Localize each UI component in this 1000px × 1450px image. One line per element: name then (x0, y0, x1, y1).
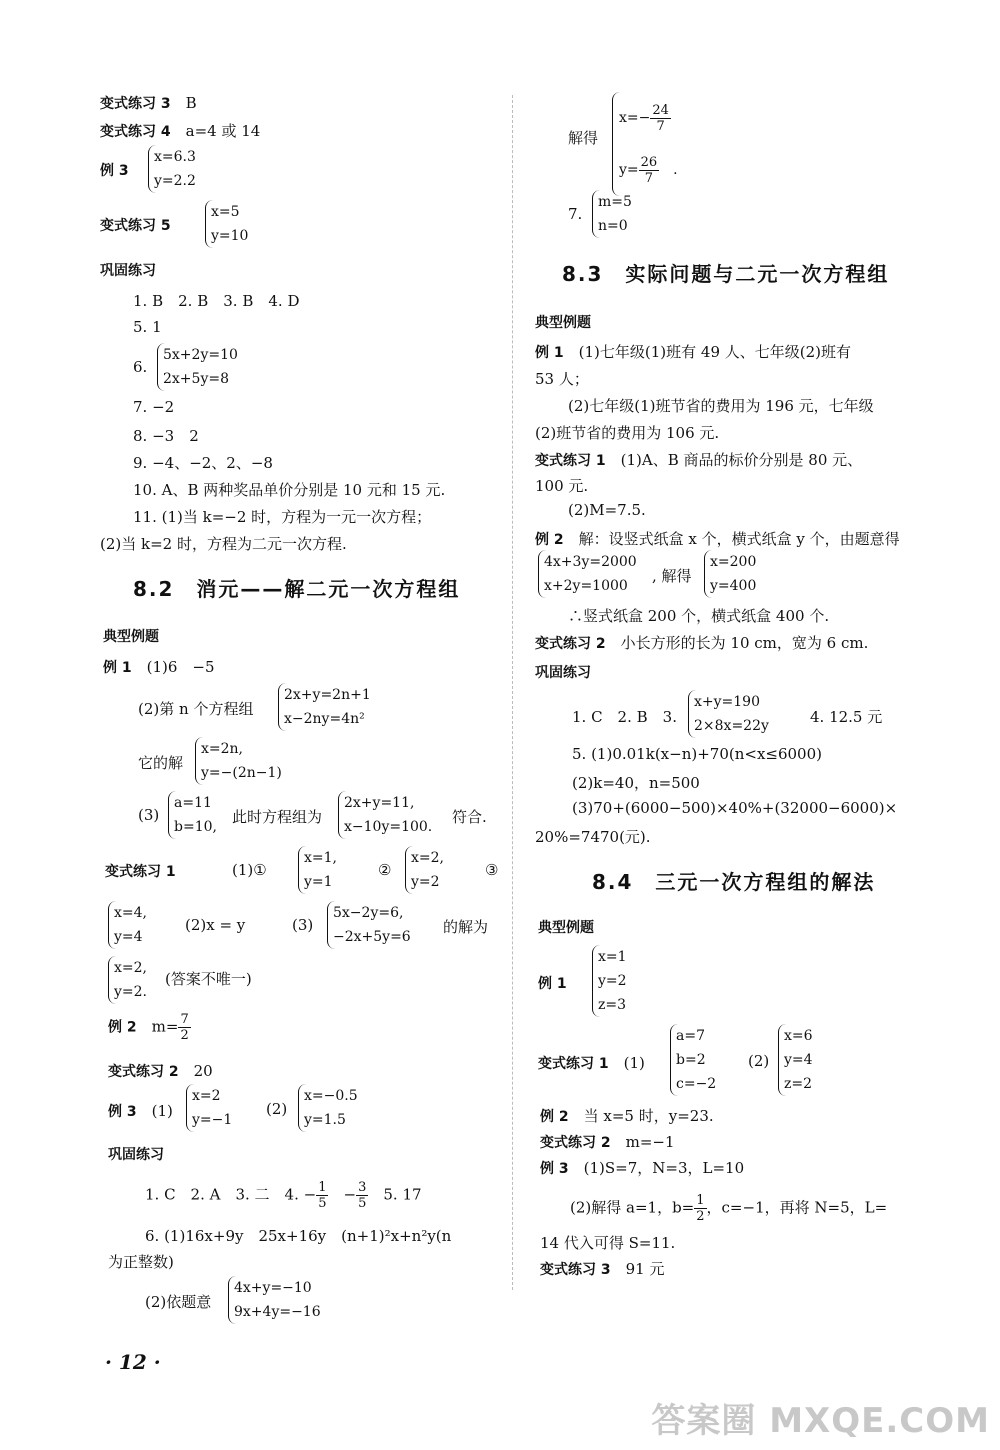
consolidate-2-6c: (2)依题意 (145, 1293, 212, 1311)
consolidate-2-row1: 1. C 2. A 3. 二 4. − $\frac{1}{5}$ − $\frac{3}{5}$ 5. 17 (145, 1180, 422, 1211)
variant-5-system: x=5 y=10 (205, 200, 248, 248)
practice-1-note: (答案不唯一) (165, 970, 252, 988)
r-w-variant-1-system-1: a=7 b=2 c=−2 (670, 1024, 716, 1096)
example-1-part-3-ab-system: a=11 b=10, (168, 791, 217, 839)
example-3-label: 例 3 (100, 163, 129, 179)
r-variant-2: 变式练习 2 小长方形的长为 10 cm，宽为 6 cm. (535, 634, 869, 652)
example-3-label-2: 例 3 (1) (108, 1102, 173, 1120)
section-8-4-title: 8.4 三元一次方程组的解法 (592, 870, 876, 894)
r-consolidate-4: 4. 12.5 元 (810, 708, 883, 726)
practice-1-system-1: x=1, y=1 (298, 846, 337, 894)
typical-examples-heading: 典型例题 (103, 629, 159, 645)
practice-1-circle-3: ③ (485, 861, 499, 879)
consolidate-2-6-system: 4x+y=−10 9x+4y=−16 (228, 1276, 321, 1324)
r-consolidate-heading: 巩固练习 (535, 665, 591, 681)
example-3-system-1: x=2 y=−1 (186, 1084, 232, 1132)
practice-1-part3-end: 的解为 (443, 918, 489, 936)
practice-1-system-4: 5x−2y=6, −2x+5y=6 (327, 901, 411, 949)
r-example-1-c: (2)七年级(1)班节省的费用为 196 元，七年级 (568, 397, 874, 415)
example-1-part-3-system: 2x+y=11, x−10y=100. (338, 791, 432, 839)
typical-examples-heading-3: 典型例题 (538, 920, 594, 936)
example-3-system: x=6.3 y=2.2 (148, 145, 196, 193)
variant-4: 变式练习 4 a=4 或 14 (100, 122, 261, 140)
r-consolidate-5b: (2)k=40，n=500 (572, 774, 700, 792)
r-example-2-b: ∴竖式纸盒 200 个，横式纸盒 400 个. (568, 607, 830, 625)
practice-1-part1: (1)① (232, 861, 267, 879)
r-w-variant-1-system-2: x=6 y=4 z=2 (778, 1024, 813, 1096)
r-w-variant-3: 变式练习 3 91 元 (540, 1260, 665, 1278)
practice-1-system-5: x=2, y=2. (108, 956, 147, 1004)
consolidate-5: 5. 1 (133, 318, 162, 336)
consolidate-11a: 11. (1)当 k=−2 时，方程为一元一次方程； (133, 508, 432, 526)
page-number: · 12 · (105, 1350, 161, 1374)
r-consolidate-5a: 5. (1)0.01k(x−n)+70(n<x≤6000) (572, 745, 822, 763)
r-example-2-system-1: 4x+3y=2000 x+2y=1000 (538, 550, 637, 598)
consolidate-7: 7. −2 (133, 398, 175, 416)
r-f-example-2: 例 2 当 x=5 时，y=23. (540, 1107, 714, 1125)
r-example-1-b: 53 人； (535, 370, 589, 388)
r-consolidate-1-3: 1. C 2. B 3. (572, 708, 677, 726)
question-7-system: m=5 n=0 (592, 190, 632, 238)
section-8-3-title: 8.3 实际问题与二元一次方程组 (562, 262, 890, 286)
consolidate-6-label: 6. (133, 358, 148, 376)
r-example-1-d: (2)班节省的费用为 106 元. (535, 424, 720, 442)
consolidate-heading-2: 巩固练习 (108, 1147, 164, 1163)
r-variant-1-a: 变式练习 1 (1)A、B 商品的标价分别是 80 元、 (535, 451, 863, 469)
r-example-2-system-2: x=200 y=400 (704, 550, 756, 598)
consolidate-1-4: 1. B 2. B 3. B 4. D (133, 292, 300, 310)
typical-examples-heading-2: 典型例题 (535, 315, 591, 331)
question-7-label: 7. (568, 205, 583, 223)
practice-1-part3-label: (3) (292, 916, 314, 934)
variant-5-label: 变式练习 5 (100, 218, 171, 234)
example-1-part-2-system: 2x+y=2n+1 x−2ny=4n² (278, 683, 371, 731)
practice-1-label: 变式练习 1 (105, 864, 176, 880)
variant-3: 变式练习 3 B (100, 94, 197, 112)
solution-fraction-system: x=− $\frac{24}{7}$ y= $\frac{26}{7}$ . (612, 92, 678, 196)
consolidate-11b: (2)当 k=2 时，方程为二元一次方程. (100, 535, 347, 553)
r-f-example-3-a: 例 3 (1)S=7，N=3，L=10 (540, 1159, 745, 1177)
practice-1-system-3: x=4, y=4 (108, 901, 147, 949)
consolidate-heading: 巩固练习 (100, 263, 156, 279)
r-variant-1-c: (2)M=7.5. (568, 501, 646, 519)
r-consolidate-5d: 20%=7470(元). (535, 828, 651, 846)
example-1-part-3-mid: 此时方程组为 (232, 808, 323, 826)
column-divider (512, 95, 513, 1290)
r-example-2-a: 例 2 解：设竖式纸盒 x 个，横式纸盒 y 个，由题意得 (535, 530, 900, 548)
watermark-logo: 答案圈 MXQE.COM (651, 1401, 990, 1441)
r-example-2-mid: , 解得 (652, 567, 692, 585)
section-8-2-title: 8.2 消元——解二元一次方程组 (133, 577, 461, 601)
r-f-example-1-system: x=1 y=2 z=3 (592, 945, 627, 1017)
r-f-example-3-b: (2)解得 a=1，b= $\frac{1}{2}$ ，c=−1，再将 N=5，L= (570, 1193, 888, 1224)
example-2: 例 2 m= $\frac{7}{2}$ (108, 1012, 189, 1043)
r-consolidate-5c: (3)70+(6000−500)×40%+(32000−6000)× (572, 799, 898, 817)
example-1-solution-system: x=2n, y=−(2n−1) (195, 737, 282, 785)
r-f-example-3-c: 14 代入可得 S=11. (540, 1234, 676, 1252)
example-1-part-3-label: (3) (138, 806, 160, 824)
consolidate-9: 9. −4、−2、2、−8 (133, 454, 273, 472)
r-variant-1-b: 100 元. (535, 477, 589, 495)
example-3-part2-label: (2) (266, 1100, 288, 1118)
example-1-solution-text: 它的解 (138, 754, 184, 772)
example-1-part-2-text: (2)第 n 个方程组 (138, 700, 254, 718)
practice-1-circle-2: ② (378, 861, 392, 879)
consolidate-6-system: 5x+2y=10 2x+5y=8 (157, 343, 238, 391)
r-consolidate-3-system: x+y=190 2×8x=22y (688, 690, 769, 738)
practice-1-system-2: x=2, y=2 (405, 846, 444, 894)
r-w-variant-2: 变式练习 2 m=−1 (540, 1133, 675, 1151)
consolidate-2-6b: 为正整数) (108, 1253, 174, 1271)
r-w-variant-1-part2: (2) (748, 1052, 770, 1070)
consolidate-2-6a: 6. (1)16x+9y 25x+16y (n+1)²x+n²y(n (145, 1227, 452, 1245)
consolidate-8: 8. −3 2 (133, 427, 199, 445)
r-f-example-1-label: 例 1 (538, 976, 567, 992)
r-w-variant-1: 变式练习 1 (1) (538, 1054, 645, 1072)
r-example-1-a: 例 1 (1)七年级(1)班有 49 人、七年级(2)班有 (535, 343, 852, 361)
example-1-part-1: 例 1 (1)6 −5 (103, 658, 215, 676)
consolidate-10: 10. A、B 两种奖品单价分别是 10 元和 15 元. (133, 481, 446, 499)
solution-text: 解得 (568, 129, 599, 147)
example-1-part-3-end: 符合. (452, 808, 487, 826)
practice-2: 变式练习 2 20 (108, 1062, 213, 1080)
example-3-system-2: x=−0.5 y=1.5 (298, 1084, 358, 1132)
practice-1-part2: (2)x = y (185, 916, 246, 934)
